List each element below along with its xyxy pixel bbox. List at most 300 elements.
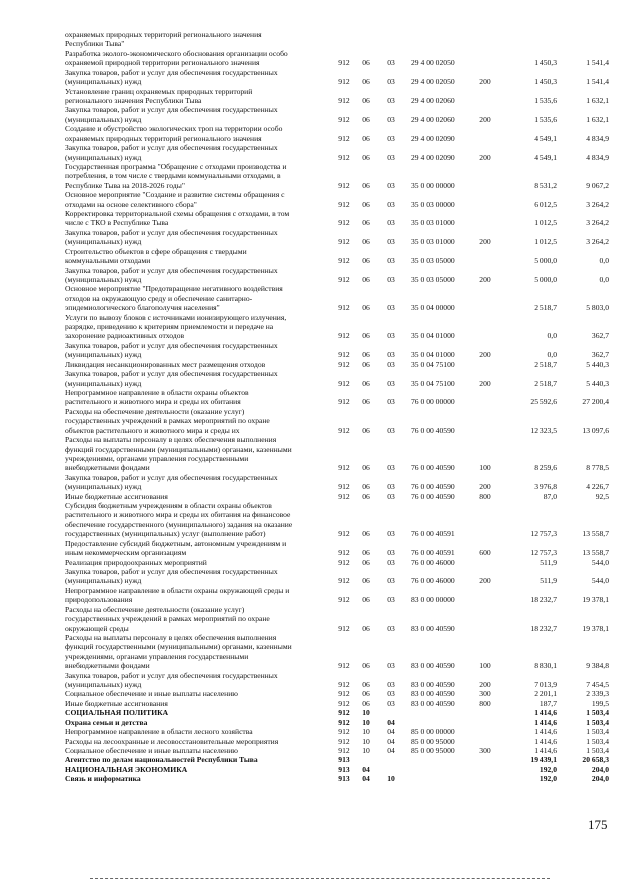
row-label: Непрограммное направление в области лесного хозяйства (65, 727, 253, 737)
dept-code: 912 (338, 237, 350, 247)
row-label: Непрограммное направление в области охраны объектов (65, 388, 249, 397)
row-label: Реализация природоохранных мероприятий (65, 557, 207, 567)
amount-year-1: 5 000,0 (534, 274, 557, 284)
row-label: Установление границ охраняемых природных территорий (65, 86, 253, 96)
amount-year-2: 20 658,3 (582, 755, 609, 765)
row-label: иным некоммерческим организациям (65, 548, 187, 558)
target-article-code: 35 0 04 75100 (411, 378, 455, 388)
amount-year-1: 3 976,8 (534, 482, 557, 492)
subsection-code: 03 (387, 425, 395, 435)
section-code: 06 (362, 397, 370, 407)
section-code: 06 (362, 482, 370, 492)
row-label: Закупка товаров, работ и услуг для обеспечения государственных (65, 472, 278, 482)
section-code: 06 (362, 623, 370, 633)
table-row (0, 774, 640, 783)
dept-code: 912 (338, 463, 350, 473)
table-row (0, 567, 640, 576)
target-article-code: 29 4 00 02090 (411, 133, 455, 143)
dept-code: 912 (338, 133, 350, 143)
amount-year-1: 2 518,7 (534, 303, 557, 313)
row-label: коммунальными отходами (65, 256, 151, 266)
table-row (0, 247, 640, 256)
row-label: Агентство по делам национальностей Республики Тыва (65, 755, 258, 765)
target-article-code: 85 0 00 95000 (411, 745, 455, 755)
row-label: Республике Тыва на 2018-2026 годы" (65, 180, 185, 190)
target-article-code: 85 0 00 00000 (411, 727, 455, 737)
row-label: (муниципальных) нужд (65, 378, 142, 388)
table-row (0, 350, 640, 359)
row-label: Закупка товаров, работ и услуг для обеспечения государственных (65, 670, 278, 680)
row-label: Закупка товаров, работ и услуг для обеспечения государственных (65, 67, 278, 77)
subsection-code: 10 (387, 774, 395, 784)
dept-code: 912 (338, 576, 350, 586)
dept-code: 912 (338, 727, 350, 737)
dept-code: 912 (338, 425, 350, 435)
subsection-code: 03 (387, 378, 395, 388)
subsection-code: 03 (387, 529, 395, 539)
row-label: функций государственными (муниципальными) органами, казенными (65, 642, 292, 652)
section-code: 06 (362, 698, 370, 708)
subsection-code: 03 (387, 548, 395, 558)
section-code: 06 (362, 576, 370, 586)
dept-code: 913 (338, 774, 350, 784)
row-label: государственных учреждений в рамках мероприятий по охране (65, 614, 270, 623)
section-code: 10 (362, 745, 370, 755)
subsection-code: 03 (387, 689, 395, 699)
amount-year-2: 1 503,4 (586, 717, 609, 727)
dept-code: 912 (338, 350, 350, 360)
section-code: 06 (362, 689, 370, 699)
row-label: Иные бюджетные ассигнования (65, 698, 168, 708)
table-row (0, 171, 640, 180)
expense-type-code: 100 (479, 463, 491, 473)
expense-type-code: 300 (479, 689, 491, 699)
amount-year-2: 5 440,3 (586, 378, 609, 388)
subsection-code: 03 (387, 58, 395, 68)
table-row (0, 379, 640, 388)
amount-year-1: 1 414,6 (534, 708, 557, 718)
table-row (0, 87, 640, 96)
table-row (0, 426, 640, 435)
table-row (0, 388, 640, 397)
dept-code: 912 (338, 557, 350, 567)
subsection-code: 04 (387, 727, 395, 737)
table-row (0, 595, 640, 604)
dept-code: 912 (338, 199, 350, 209)
dept-code: 912 (338, 745, 350, 755)
table-row (0, 68, 640, 77)
dept-code: 912 (338, 482, 350, 492)
amount-year-1: 19 439,1 (530, 755, 557, 765)
amount-year-1: 1 414,6 (534, 727, 557, 737)
row-label: растительного и животного мира и среды их обитания на финансовое (65, 510, 291, 520)
target-article-code: 76 0 00 40590 (411, 482, 455, 492)
dept-code: 913 (338, 755, 350, 765)
amount-year-2: 3 264,2 (586, 218, 609, 228)
table-row (0, 294, 640, 303)
row-label: охраняемых природных территорий регионального значения (65, 133, 262, 143)
expense-type-code: 800 (479, 698, 491, 708)
amount-year-2: 13 097,6 (582, 425, 609, 435)
target-article-code: 35 0 04 75100 (411, 359, 455, 369)
table-row (0, 529, 640, 538)
subsection-code: 03 (387, 303, 395, 313)
amount-year-2: 204,0 (591, 764, 609, 774)
row-label: Корректировка территориальной схемы обращения с отходами, в том (65, 209, 290, 218)
table-row (0, 576, 640, 585)
table-row (0, 190, 640, 199)
subsection-code: 03 (387, 623, 395, 633)
table-row (0, 360, 640, 369)
row-label: Непрограммное направление в области охраны окружающей среды и (65, 585, 290, 595)
row-label: Закупка товаров, работ и услуг для обеспечения государственных (65, 265, 278, 275)
dept-code: 912 (338, 274, 350, 284)
dept-code: 912 (338, 378, 350, 388)
amount-year-1: 87,0 (543, 491, 557, 501)
amount-year-2: 7 454,5 (586, 680, 609, 689)
dept-code: 912 (338, 180, 350, 190)
row-label: Расходы на лесоохранные и лесовосстановительные мероприятия (65, 736, 279, 746)
row-label: Государственная программа "Обращение с отходами производства и (65, 161, 287, 171)
subsection-code: 04 (387, 745, 395, 755)
section-code: 06 (362, 463, 370, 473)
subsection-code: 03 (387, 114, 395, 124)
target-article-code: 35 0 04 01000 (411, 350, 455, 360)
target-article-code: 35 0 03 01000 (411, 237, 455, 247)
amount-year-2: 0,0 (599, 274, 609, 284)
row-label: (муниципальных) нужд (65, 77, 142, 87)
amount-year-1: 12 323,5 (530, 425, 557, 435)
table-row (0, 105, 640, 114)
dept-code: 912 (338, 359, 350, 369)
row-label: (муниципальных) нужд (65, 274, 142, 284)
section-code: 06 (362, 237, 370, 247)
section-code: 06 (362, 350, 370, 360)
table-row (0, 266, 640, 275)
amount-year-1: 1 450,3 (534, 77, 557, 87)
section-code: 06 (362, 114, 370, 124)
target-article-code: 83 0 00 40590 (411, 689, 455, 699)
row-label: захоронение радиоактивных отходов (65, 331, 185, 341)
target-article-code: 76 0 00 40591 (411, 529, 455, 539)
subsection-code: 03 (387, 237, 395, 247)
amount-year-2: 4 226,7 (586, 482, 609, 492)
amount-year-1: 2 201,1 (534, 689, 557, 699)
table-row (0, 661, 640, 670)
amount-year-2: 3 264,2 (586, 237, 609, 247)
amount-year-2: 92,5 (595, 491, 609, 501)
table-row (0, 303, 640, 312)
table-row (0, 397, 640, 406)
table-row (0, 134, 640, 143)
amount-year-1: 2 518,7 (534, 378, 557, 388)
amount-year-2: 0,0 (599, 256, 609, 266)
amount-year-1: 1 450,3 (534, 58, 557, 68)
row-label: эпидемиологического благополучия населения" (65, 303, 220, 313)
table-row (0, 275, 640, 284)
row-label: отходов на окружающую среду и обеспечение санитарно- (65, 293, 253, 303)
amount-year-1: 192,0 (539, 764, 557, 774)
amount-year-1: 1 414,6 (534, 717, 557, 727)
amount-year-2: 19 378,1 (582, 595, 609, 605)
section-code: 06 (362, 58, 370, 68)
target-article-code: 35 0 00 00000 (411, 180, 455, 190)
amount-year-2: 1 632,1 (586, 95, 609, 105)
dept-code: 912 (338, 218, 350, 228)
subsection-code: 03 (387, 180, 395, 190)
row-label: (муниципальных) нужд (65, 114, 142, 124)
subsection-code: 03 (387, 661, 395, 671)
row-label: государственных учреждений в рамках мероприятий по охране (65, 416, 270, 426)
table-row (0, 49, 640, 58)
amount-year-2: 204,0 (591, 774, 609, 784)
amount-year-1: 7 013,9 (534, 680, 557, 689)
row-label: разрядке, приведению к критериям приемлемости и передаче на (65, 322, 274, 331)
target-article-code: 35 0 03 05000 (411, 256, 455, 266)
row-label: охраняемых природных территорий регионального значения (65, 30, 262, 39)
expense-type-code: 200 (479, 274, 491, 284)
expense-type-code: 600 (479, 548, 491, 558)
row-label: учреждениями, органами управления государственными (65, 453, 249, 463)
section-code: 10 (362, 727, 370, 737)
section-code: 06 (362, 133, 370, 143)
amount-year-2: 5 440,3 (586, 359, 609, 369)
target-article-code: 35 0 03 01000 (411, 218, 455, 228)
table-row (0, 680, 640, 689)
target-article-code: 35 0 04 00000 (411, 303, 455, 313)
section-code: 06 (362, 152, 370, 162)
dept-code: 912 (338, 58, 350, 68)
section-code: 04 (362, 764, 370, 774)
table-row (0, 624, 640, 633)
expense-type-code: 200 (479, 576, 491, 586)
row-label: Республики Тыва" (65, 39, 125, 49)
target-article-code: 83 0 00 40590 (411, 661, 455, 671)
target-article-code: 85 0 00 95000 (411, 736, 455, 746)
row-label: внебюджетными фондами (65, 661, 150, 671)
table-row (0, 454, 640, 463)
table-row (0, 671, 640, 680)
table-row (0, 765, 640, 774)
amount-year-1: 1 012,5 (534, 237, 557, 247)
dept-code: 912 (338, 303, 350, 313)
subsection-code: 03 (387, 482, 395, 492)
subsection-code: 03 (387, 397, 395, 407)
section-code: 10 (362, 717, 370, 727)
row-label: функций государственными (муниципальными) органами, казенными (65, 444, 292, 454)
section-code: 06 (362, 425, 370, 435)
table-row (0, 586, 640, 595)
amount-year-1: 511,9 (540, 576, 557, 586)
dept-code: 913 (338, 764, 350, 774)
amount-year-2: 27 200,4 (582, 397, 609, 407)
row-label: Социальное обеспечение и иные выплаты населению (65, 689, 238, 699)
row-label: СОЦИАЛЬНАЯ ПОЛИТИКА (65, 708, 169, 718)
expense-type-code: 300 (479, 745, 491, 755)
target-article-code: 83 0 00 40590 (411, 698, 455, 708)
footer-divider (90, 878, 550, 879)
row-label: Закупка товаров, работ и услуг для обеспечения государственных (65, 340, 278, 350)
table-row (0, 482, 640, 491)
table-row (0, 322, 640, 331)
target-article-code: 83 0 00 40590 (411, 623, 455, 633)
amount-year-1: 8 259,6 (534, 463, 557, 473)
amount-year-1: 18 232,7 (530, 595, 557, 605)
table-row (0, 718, 640, 727)
section-code: 04 (362, 774, 370, 784)
amount-year-1: 1 535,6 (534, 95, 557, 105)
subsection-code: 03 (387, 359, 395, 369)
target-article-code: 76 0 00 00000 (411, 397, 455, 407)
row-label: Закупка товаров, работ и услуг для обеспечения государственных (65, 227, 278, 237)
dept-code: 912 (338, 595, 350, 605)
expense-type-code: 200 (479, 680, 491, 689)
section-code: 06 (362, 529, 370, 539)
row-label: Связь и информатика (65, 774, 141, 784)
amount-year-1: 0,0 (547, 350, 557, 360)
section-code: 10 (362, 708, 370, 718)
section-code: 06 (362, 359, 370, 369)
subsection-code: 03 (387, 152, 395, 162)
table-row (0, 30, 640, 39)
amount-year-1: 1 414,6 (534, 736, 557, 746)
table-row (0, 96, 640, 105)
dept-code: 912 (338, 114, 350, 124)
row-label: (муниципальных) нужд (65, 152, 142, 162)
amount-year-1: 2 518,7 (534, 359, 557, 369)
row-label: Закупка товаров, работ и услуг для обеспечения государственных (65, 566, 278, 576)
dept-code: 912 (338, 698, 350, 708)
row-label: Расходы на выплаты персоналу в целях обеспечения выполнения (65, 435, 277, 445)
table-row (0, 153, 640, 162)
amount-year-1: 1 012,5 (534, 218, 557, 228)
table-row (0, 510, 640, 519)
amount-year-2: 199,5 (591, 698, 609, 708)
target-article-code: 76 0 00 46000 (411, 557, 455, 567)
row-label: Основное мероприятие "Предотвращение негативного воздействия (65, 284, 283, 294)
row-label: Субсидия бюджетным учреждениям в области охраны объектов (65, 501, 272, 510)
row-label: Закупка товаров, работ и услуг для обеспечения государственных (65, 143, 278, 152)
amount-year-2: 1 541,4 (586, 58, 609, 68)
section-code: 06 (362, 661, 370, 671)
table-row (0, 633, 640, 642)
expense-type-code: 200 (479, 237, 491, 247)
table-row (0, 331, 640, 340)
dept-code: 912 (338, 661, 350, 671)
amount-year-2: 9 067,2 (586, 180, 609, 190)
amount-year-1: 12 757,3 (530, 529, 557, 539)
table-row (0, 699, 640, 708)
subsection-code: 03 (387, 576, 395, 586)
row-label: Услуги по вывозу блоков с источниками ионизирующего излучения, (65, 312, 287, 322)
target-article-code: 76 0 00 40591 (411, 548, 455, 558)
row-label: Социальное обеспечение и иные выплаты населению (65, 745, 238, 755)
amount-year-1: 5 000,0 (534, 256, 557, 266)
row-label: Иные бюджетные ассигнования (65, 491, 168, 501)
row-label: объектов растительного и животного мира и среды их (65, 425, 240, 435)
expense-type-code: 200 (479, 482, 491, 492)
row-label: учреждениями, органами управления государственными (65, 651, 249, 661)
row-label: (муниципальных) нужд (65, 576, 142, 586)
table-row (0, 200, 640, 209)
dept-code: 912 (338, 548, 350, 558)
amount-year-1: 18 232,7 (530, 623, 557, 633)
subsection-code: 03 (387, 491, 395, 501)
amount-year-2: 544,0 (591, 557, 609, 567)
expense-type-code: 200 (479, 378, 491, 388)
row-label: НАЦИОНАЛЬНАЯ ЭКОНОМИКА (65, 764, 188, 774)
amount-year-2: 5 803,0 (586, 303, 609, 313)
table-row (0, 407, 640, 416)
section-code: 06 (362, 274, 370, 284)
amount-year-2: 8 778,5 (586, 463, 609, 473)
table-row (0, 473, 640, 482)
dept-code: 912 (338, 491, 350, 501)
table-row (0, 755, 640, 764)
amount-year-2: 19 378,1 (582, 623, 609, 633)
table-row (0, 501, 640, 510)
table-row (0, 435, 640, 444)
table-row (0, 689, 640, 698)
amount-year-1: 511,9 (540, 557, 557, 567)
row-label: (муниципальных) нужд (65, 680, 142, 689)
subsection-code: 03 (387, 350, 395, 360)
amount-year-1: 8 531,2 (534, 180, 557, 190)
expense-type-code: 200 (479, 152, 491, 162)
table-row (0, 520, 640, 529)
row-label: внебюджетными фондами (65, 463, 150, 473)
row-label: Закупка товаров, работ и услуг для обеспечения государственных (65, 369, 278, 379)
target-article-code: 29 4 00 02090 (411, 152, 455, 162)
target-article-code: 76 0 00 46000 (411, 576, 455, 586)
amount-year-1: 1 535,6 (534, 114, 557, 124)
section-code: 06 (362, 557, 370, 567)
amount-year-2: 362,7 (591, 331, 609, 341)
table-row (0, 737, 640, 746)
amount-year-1: 4 549,1 (534, 133, 557, 143)
row-label: (муниципальных) нужд (65, 482, 142, 492)
amount-year-2: 1 503,4 (586, 727, 609, 737)
amount-year-2: 1 541,4 (586, 77, 609, 87)
row-label: потребления, в том числе с твердыми коммунальными отходами, в (65, 171, 281, 181)
target-article-code: 29 4 00 02050 (411, 77, 455, 87)
row-label: Основное мероприятие "Создание и развитие системы обращения с (65, 190, 285, 200)
target-article-code: 29 4 00 02050 (411, 58, 455, 68)
amount-year-2: 13 558,7 (582, 548, 609, 558)
section-code: 06 (362, 256, 370, 266)
amount-year-2: 2 339,3 (586, 689, 609, 699)
section-code: 10 (362, 736, 370, 746)
section-code: 06 (362, 95, 370, 105)
amount-year-1: 1 414,6 (534, 745, 557, 755)
table-row (0, 284, 640, 293)
dept-code: 912 (338, 95, 350, 105)
target-article-code: 76 0 00 40590 (411, 491, 455, 501)
dept-code: 912 (338, 529, 350, 539)
dept-code: 912 (338, 623, 350, 633)
section-code: 06 (362, 491, 370, 501)
subsection-code: 03 (387, 133, 395, 143)
amount-year-1: 0,0 (547, 331, 557, 341)
amount-year-2: 1 503,4 (586, 708, 609, 718)
table-row (0, 416, 640, 425)
section-code: 06 (362, 680, 370, 689)
subsection-code: 03 (387, 331, 395, 341)
amount-year-2: 362,7 (591, 350, 609, 360)
expense-type-code: 200 (479, 77, 491, 87)
table-row (0, 558, 640, 567)
row-label: растительного и животного мира и среды их обитания (65, 397, 241, 407)
